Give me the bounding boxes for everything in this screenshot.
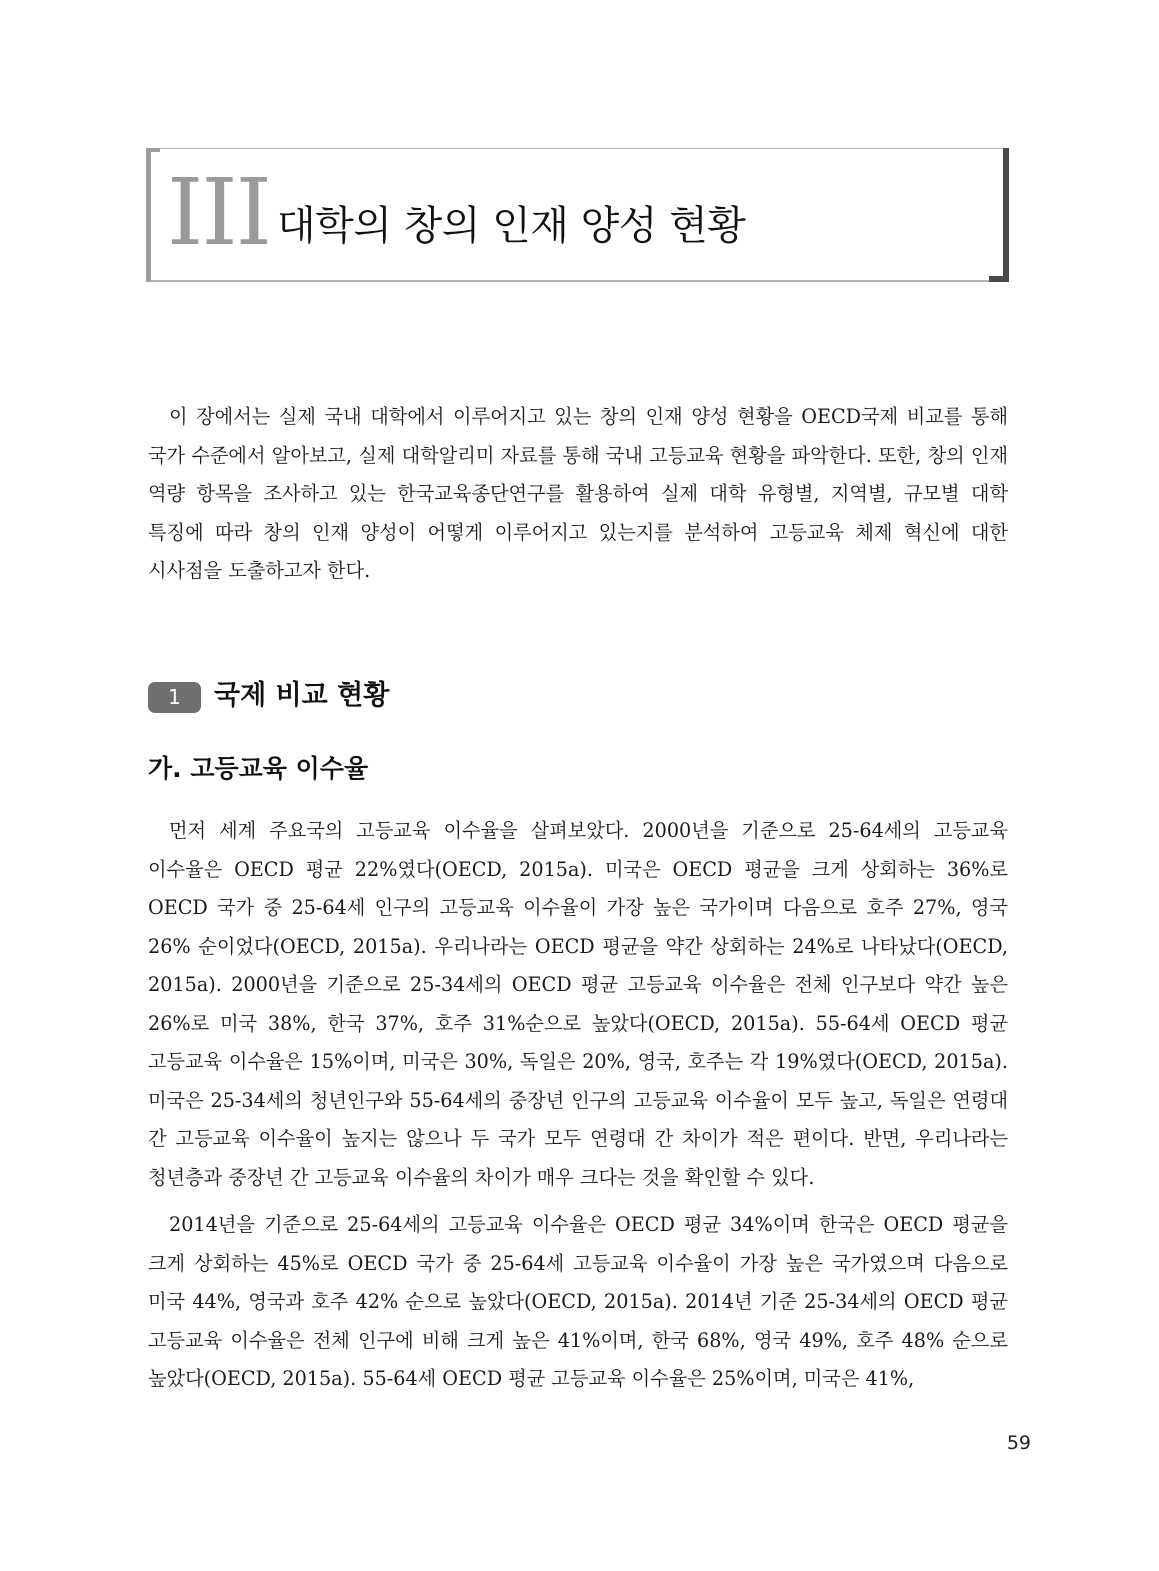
chapter-title: 대학의 창의 인재 양성 현황 <box>277 203 746 249</box>
section-title: 국제 비교 현황 <box>214 680 390 711</box>
body-paragraph-2-text: 2014년을 기준으로 25-64세의 고등교육 이수율은 OECD 평균 34%이며 한국은 OECD 평균을 크게 상회하는 45%로 OECD 국가 중 25-64세 고등교육 이수율이 가장 높은 국가였으며 다음으로 미국 44%, 영국과 호주 42% 순으로 높았다(OECD, 2015a). 2014년 기준 25-34세의 OECD 평균 고등교육 이수율은 전체 인구에 비해 크게 높은 41%이며, 한국 68%, 영국 49%, 호주 48% 순으로 높았다(OECD, 2015a). 55-64세 OECD 평균 고등교육 이수율은 25%이며, 미국은 41%, <box>148 1213 1008 1390</box>
intro-text: 이 장에서는 실제 국내 대학에서 이루어지고 있는 창의 인재 양성 현황을 OECD국제 비교를 통해 국가 수준에서 알아보고, 실제 대학알리미 자료를 통해 국내 고등교육 현황을 파악한다. 또한, 창의 인재 역량 항목을 조사하고 있는 한국교육종단연구를 활용하여 실제 대학 유형별, 지역별, 규모별 대학 특징에 따라 창의 인재 양성이 어떻게 이루어지고 있는지를 분석하여 고등교육 체제 혁신에 대한 시사점을 도출하고자 한다. <box>148 405 1008 582</box>
chapter-header <box>147 148 1007 282</box>
intro-paragraph <box>148 398 1008 591</box>
page-number: 59 <box>1006 1432 1031 1454</box>
chapter-header-right-bar <box>1003 148 1009 282</box>
subsection-title: 가. 고등교육 이수율 <box>148 754 369 783</box>
chapter-header-left-cap <box>146 148 160 152</box>
body-paragraph-2 <box>148 1206 1008 1399</box>
chapter-header-right-cap <box>989 276 1009 282</box>
chapter-header-left-bar <box>146 148 151 282</box>
section-number-badge: 1 <box>148 682 201 713</box>
body-paragraph-1-text: 먼저 세계 주요국의 고등교육 이수율을 살펴보았다. 2000년을 기준으로 25-64세의 고등교육 이수율은 OECD 평균 22%였다(OECD, 2015a). 미국은 OECD 평균을 크게 상회하는 36%로 OECD 국가 중 25-64세 인구의 고등교육 이수율이 가장 높은 국가이며 다음으로 호주 27%, 영국 26% 순이었다(OECD, 2015a). 우리나라는 OECD 평균을 약간 상회하는 24%로 나타났다(OECD, 2015a). 2000년을 기준으로 25-34세의 OECD 평균 고등교육 이수율은 전체 인구보다 약간 높은 26%로 미국 38%, 한국 37%, 호주 31%순으로 높았다(OECD, 2015a). 55-64세 OECD 평균 고등교육 이수율은 15%이며, 미국은 30%, 독일은 20%, 영국, 호주는 각 19%였다(OECD, 2015a). 미국은 25-34세의 청년인구와 55-64세의 중장년 인구의 고등교육 이수율이 모두 높고, 독일은 연령대 간 고등교육 이수율이 높지는 않으나 두 국가 모두 연령대 간 차이가 적은 편이다. 반면, 우리나라는 청년층과 중장년 간 고등교육 이수율의 차이가 매우 크다는 것을 확인할 수 있다. <box>148 819 1008 1189</box>
chapter-number: III <box>167 159 271 266</box>
body-paragraph-1 <box>148 812 1008 1197</box>
